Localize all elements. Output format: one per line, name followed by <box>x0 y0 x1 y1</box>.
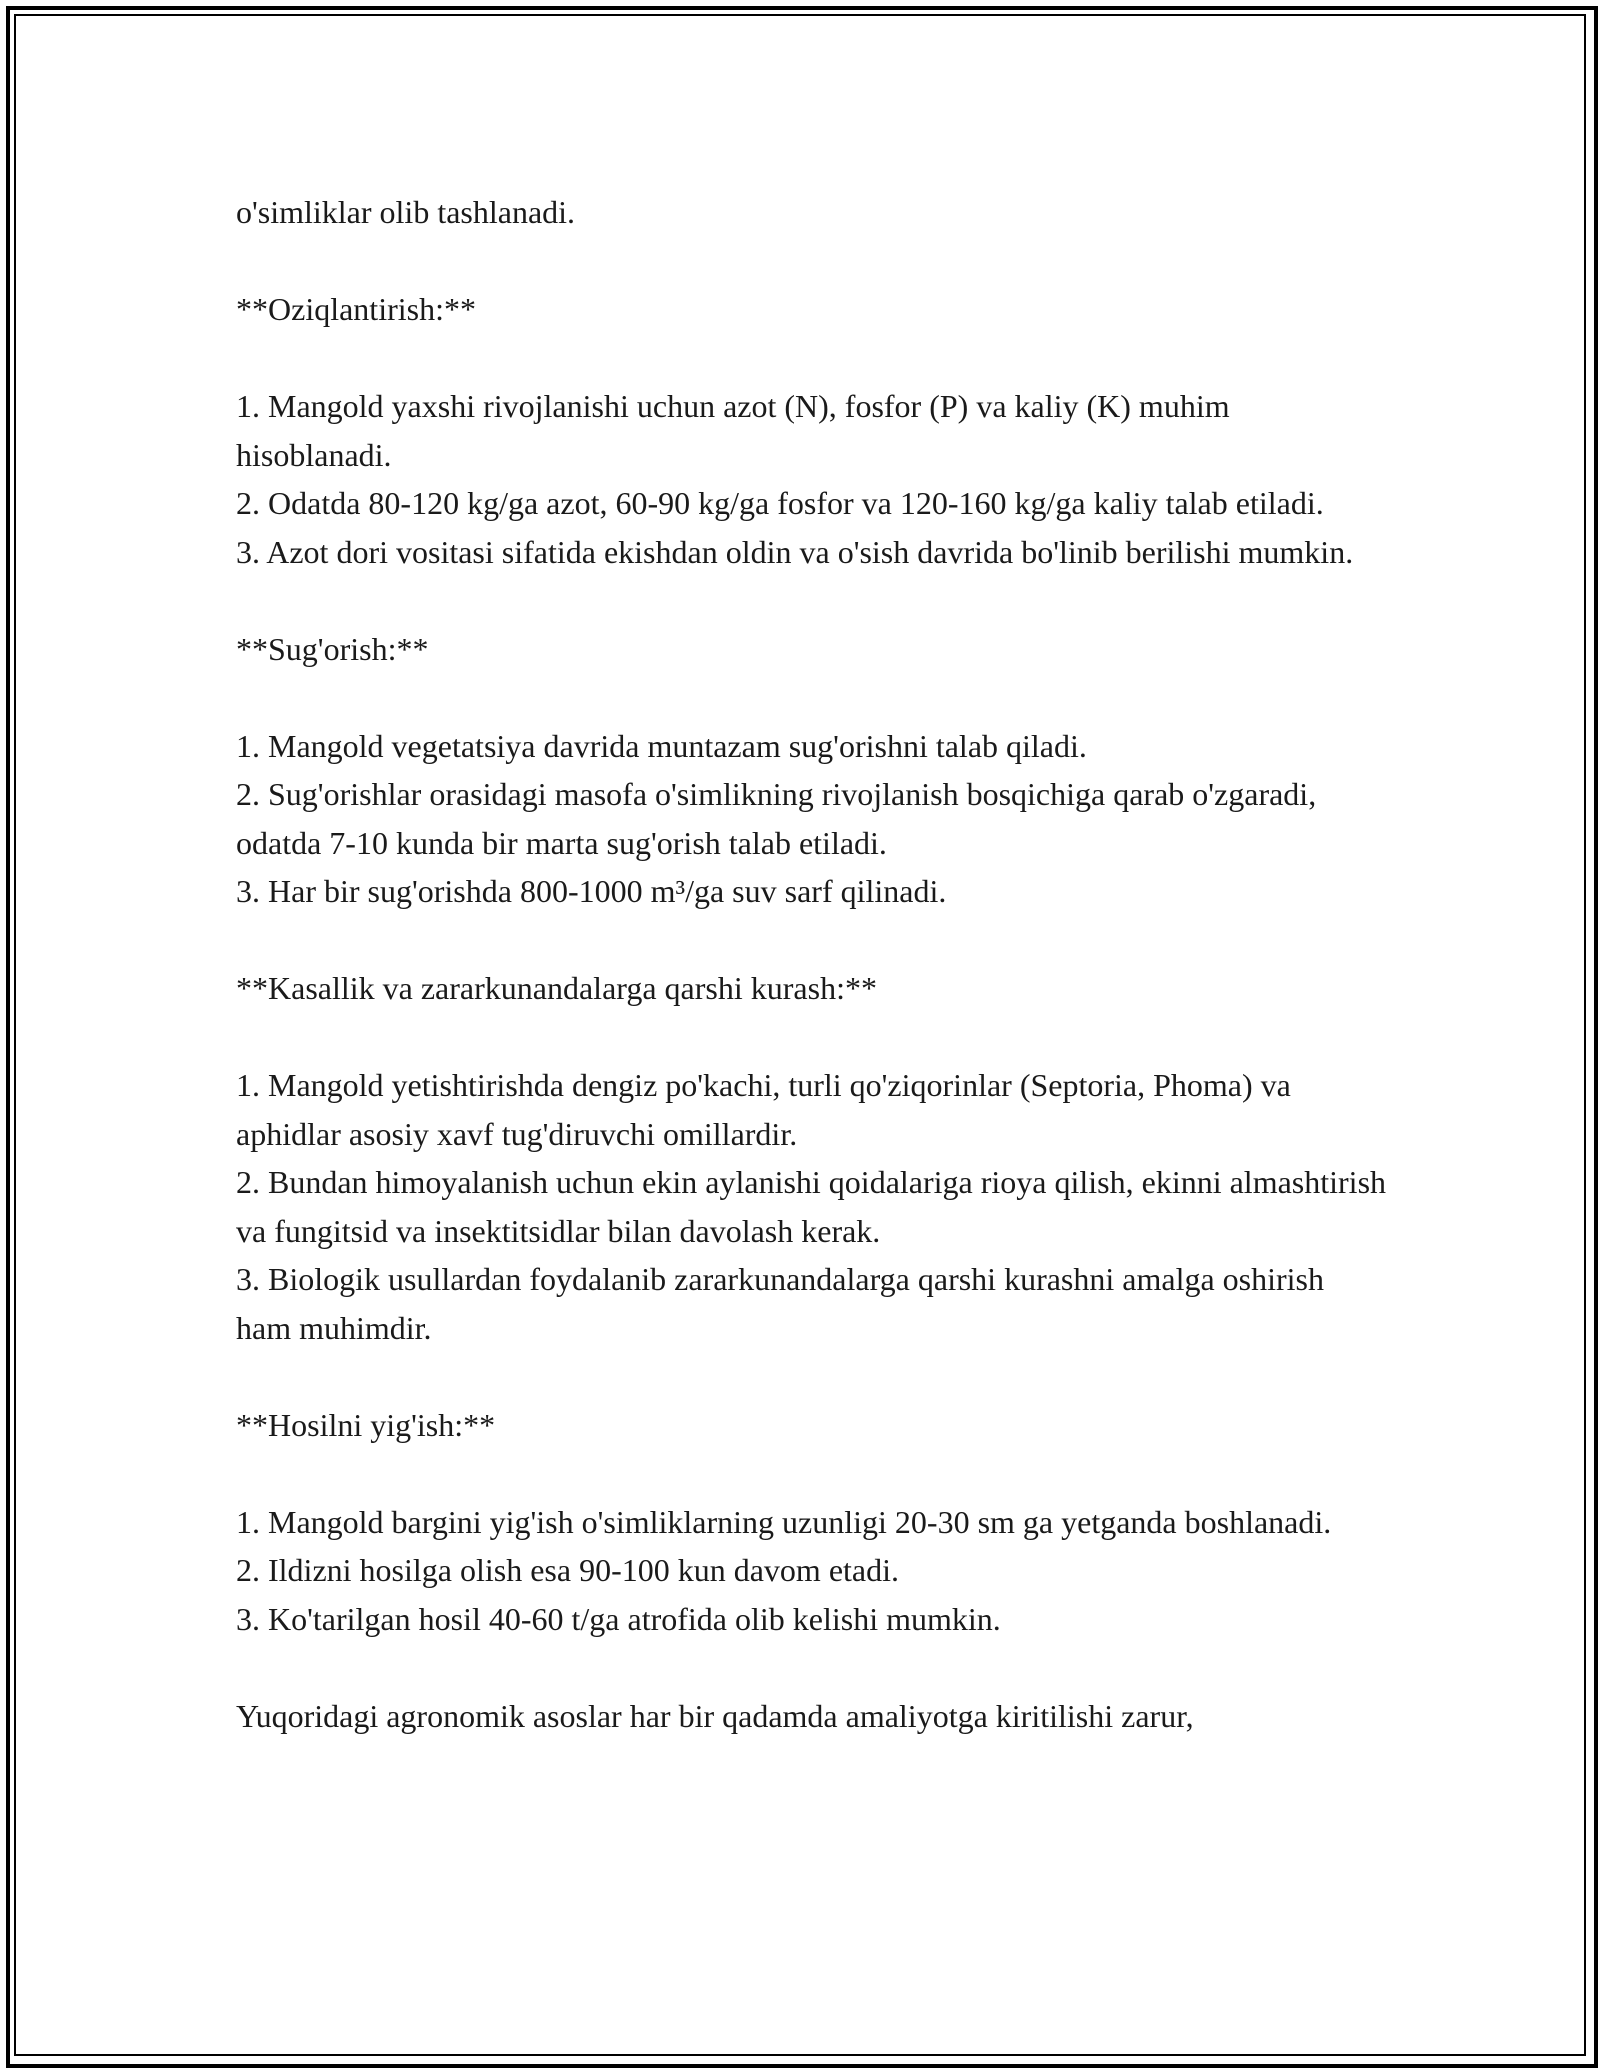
paragraph-gap <box>236 916 1386 965</box>
list-item: 1. Mangold yetishtirishda dengiz po'kachi, turli qo'ziqorinlar (Septoria, Phoma) va aphidlar asosiy xavf tug'diruvchi omillardir. <box>236 1067 1291 1152</box>
paragraph-gap <box>236 334 1386 383</box>
section-harvest <box>236 1401 1386 1644</box>
list-item: 1. Mangold vegetatsiya davrida muntazam sug'orishni talab qiladi. <box>236 727 1087 764</box>
paragraph-gap <box>236 576 1386 625</box>
closing-line: Yuqoridagi agronomik asoslar har bir qadamda amaliyotga kiritilishi zarur, <box>236 1697 1194 1734</box>
list-item: 3. Biologik usullardan foydalanib zararkunandalarga qarshi kurashni amalga oshirish ham muhimdir. <box>236 1261 1324 1346</box>
list-item: 2. Sug'orishlar orasidagi masofa o'simlikning rivojlanish bosqichiga qarab o'zgaradi, odatda 7-10 kunda bir marta sug'orish talab etiladi. <box>236 776 1317 861</box>
section-heading: **Sug'orish:** <box>236 630 429 667</box>
list-item: 2. Ildizni hosilga olish esa 90-100 kun davom etadi. <box>236 1552 899 1588</box>
list-item: 3. Ko'tarilgan hosil 40-60 t/ga atrofida olib kelishi mumkin. <box>236 1600 1001 1637</box>
paragraph-gap <box>236 1352 1386 1401</box>
document-body <box>236 188 1386 1740</box>
list-item: 3. Har bir sug'orishda 800-1000 m³/ga suv sarf qilinadi. <box>236 873 947 909</box>
list-item: 3. Azot dori vositasi sifatida ekishdan oldin va o'sish davrida bo'linib berilishi mumkin. <box>236 533 1354 570</box>
paragraph-gap <box>236 673 1386 722</box>
paragraph-gap <box>236 1643 1386 1692</box>
section-fertilization <box>236 285 1386 576</box>
paragraph-gap <box>236 1449 1386 1498</box>
section-heading: **Kasallik va zararkunandalarga qarshi kurash:** <box>236 970 877 1006</box>
list-item: 2. Bundan himoyalanish uchun ekin aylanishi qoidalariga rioya qilish, ekinni almashtirish va fungitsid va insektitsidlar bilan davolash kerak. <box>236 1164 1387 1249</box>
list-item: 1. Mangold bargini yig'ish o'simliklarning uzunligi 20-30 sm ga yetganda boshlanadi. <box>236 1503 1332 1540</box>
section-heading: **Oziqlantirish:** <box>236 291 476 327</box>
paragraph-gap <box>236 1013 1386 1062</box>
section-pest-control <box>236 964 1386 1352</box>
list-item: 2. Odatda 80-120 kg/ga azot, 60-90 kg/ga fosfor va 120-160 kg/ga kaliy talab etiladi. <box>236 485 1324 521</box>
paragraph-gap <box>236 237 1386 286</box>
section-irrigation <box>236 625 1386 916</box>
list-item: 1. Mangold yaxshi rivojlanishi uchun azot (N), fosfor (P) va kaliy (K) muhim hisoblanadi. <box>236 388 1230 473</box>
opening-line: o'simliklar olib tashlanadi. <box>236 194 576 230</box>
section-heading: **Hosilni yig'ish:** <box>236 1406 496 1443</box>
